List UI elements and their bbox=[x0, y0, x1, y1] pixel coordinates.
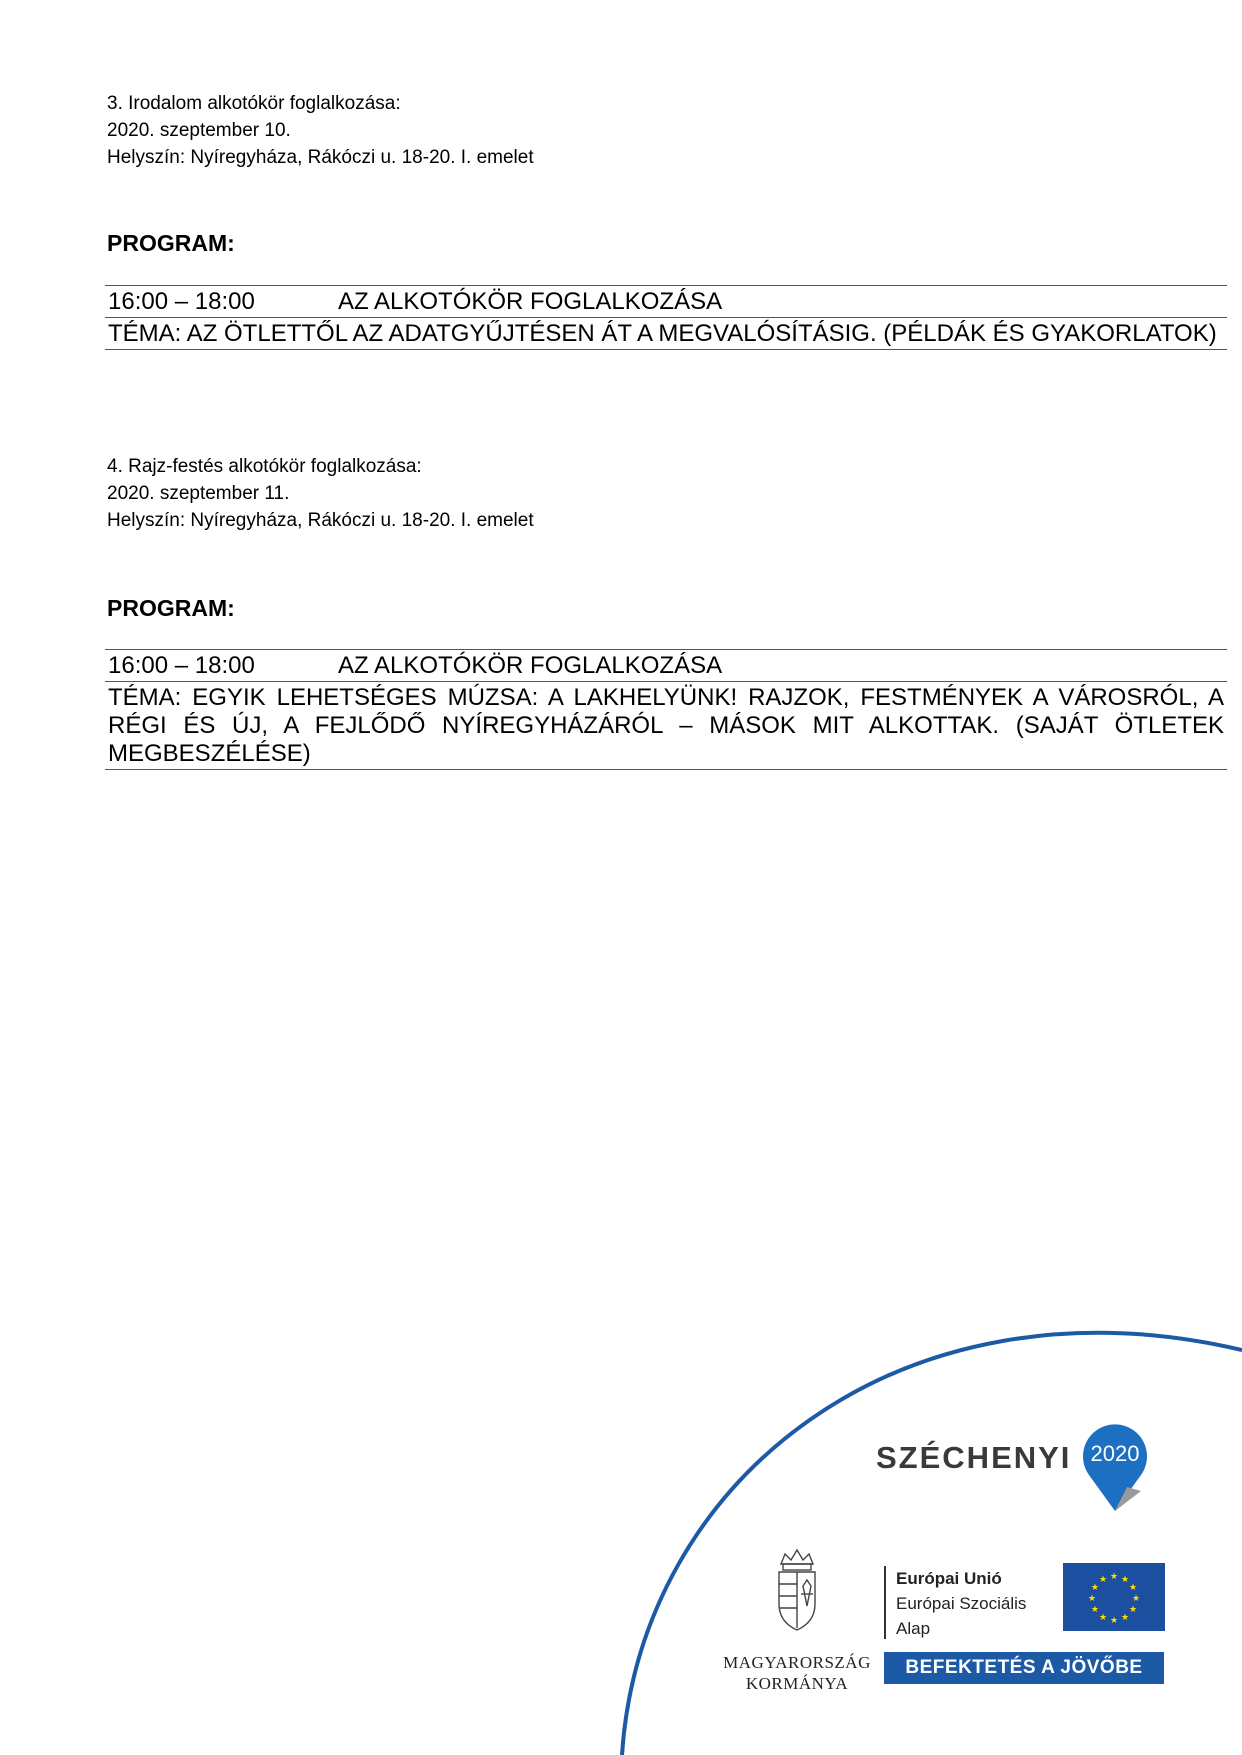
program-time: 16:00 – 18:00 bbox=[108, 652, 255, 679]
section-location: Helyszín: Nyíregyháza, Rákóczi u. 18-20. I. emelet bbox=[107, 510, 534, 531]
eu-line-2: Európai Szociális bbox=[896, 1594, 1027, 1613]
program-theme: TÉMA: AZ ÖTLETTŐL AZ ADATGYŰJTÉSEN ÁT A MEGVALÓSÍTÁSIG. (PÉLDÁK ÉS GYAKORLATOK) bbox=[108, 320, 1217, 347]
eu-star-icon: ★ bbox=[1090, 1582, 1099, 1592]
section-location: Helyszín: Nyíregyháza, Rákóczi u. 18-20. I. emelet bbox=[107, 147, 534, 168]
section-heading: 3. Irodalom alkotókör foglalkozása: bbox=[107, 93, 401, 114]
eu-star-icon: ★ bbox=[1129, 1604, 1138, 1614]
program-event: AZ ALKOTÓKÖR FOGLALKOZÁSA bbox=[338, 652, 723, 679]
eu-star-icon: ★ bbox=[1098, 1612, 1108, 1623]
eu-star-icon: ★ bbox=[1109, 1571, 1119, 1581]
program-label: PROGRAM: bbox=[107, 230, 235, 256]
eu-star-icon: ★ bbox=[1109, 1615, 1119, 1625]
government-line-2: KORMÁNYA bbox=[745, 1674, 849, 1693]
program-row bbox=[105, 650, 1227, 682]
eu-line-1: Európai Unió bbox=[896, 1569, 1002, 1588]
szechenyi-pin-icon bbox=[1075, 1413, 1155, 1513]
eu-text-block bbox=[896, 1566, 1026, 1641]
section-date: 2020. szeptember 11. bbox=[107, 483, 290, 504]
government-logo-text bbox=[722, 1652, 872, 1694]
hungarian-coat-of-arms-icon bbox=[771, 1546, 823, 1636]
program-row bbox=[105, 286, 1227, 318]
section-3-header bbox=[107, 90, 534, 171]
eu-star-icon: ★ bbox=[1120, 1573, 1130, 1584]
eu-star-icon: ★ bbox=[1090, 1604, 1099, 1614]
eu-divider bbox=[884, 1566, 886, 1639]
eu-star-icon: ★ bbox=[1120, 1612, 1130, 1623]
eu-star-icon: ★ bbox=[1129, 1582, 1138, 1592]
program-time: 16:00 – 18:00 bbox=[108, 288, 255, 315]
eu-star-icon: ★ bbox=[1098, 1573, 1108, 1584]
program-theme: TÉMA: EGYIK LEHETSÉGES MÚZSA: A LAKHELYÜNK! RAJZOK, FESTMÉNYEK A VÁROSRÓL, A RÉGI ÉS ÚJ, A FEJLŐDŐ NYÍREGYHÁZÁRÓL – MÁSOK MIT ALKOTTAK. (SAJÁT ÖTLETEK MEGBESZÉLÉSE) bbox=[108, 684, 1224, 767]
program-table bbox=[105, 649, 1227, 770]
section-heading: 4. Rajz-festés alkotókör foglalkozása: bbox=[107, 456, 422, 477]
program-event: AZ ALKOTÓKÖR FOGLALKOZÁSA bbox=[338, 288, 723, 315]
szechenyi-logo-text: SZÉCHENYI bbox=[876, 1440, 1072, 1475]
eu-star-icon: ★ bbox=[1087, 1593, 1097, 1603]
szechenyi-year: 2020 bbox=[1090, 1441, 1140, 1466]
eu-star-icon: ★ bbox=[1131, 1593, 1141, 1603]
program-label: PROGRAM: bbox=[107, 595, 235, 621]
section-date: 2020. szeptember 10. bbox=[107, 120, 291, 141]
eu-line-3: Alap bbox=[896, 1619, 931, 1638]
program-table bbox=[105, 285, 1227, 350]
section-4-header bbox=[107, 453, 534, 534]
eu-flag-icon bbox=[1063, 1563, 1165, 1631]
government-line-1: MAGYARORSZÁG bbox=[723, 1653, 871, 1672]
invest-banner: BEFEKTETÉS A JÖVŐBE bbox=[884, 1652, 1164, 1684]
